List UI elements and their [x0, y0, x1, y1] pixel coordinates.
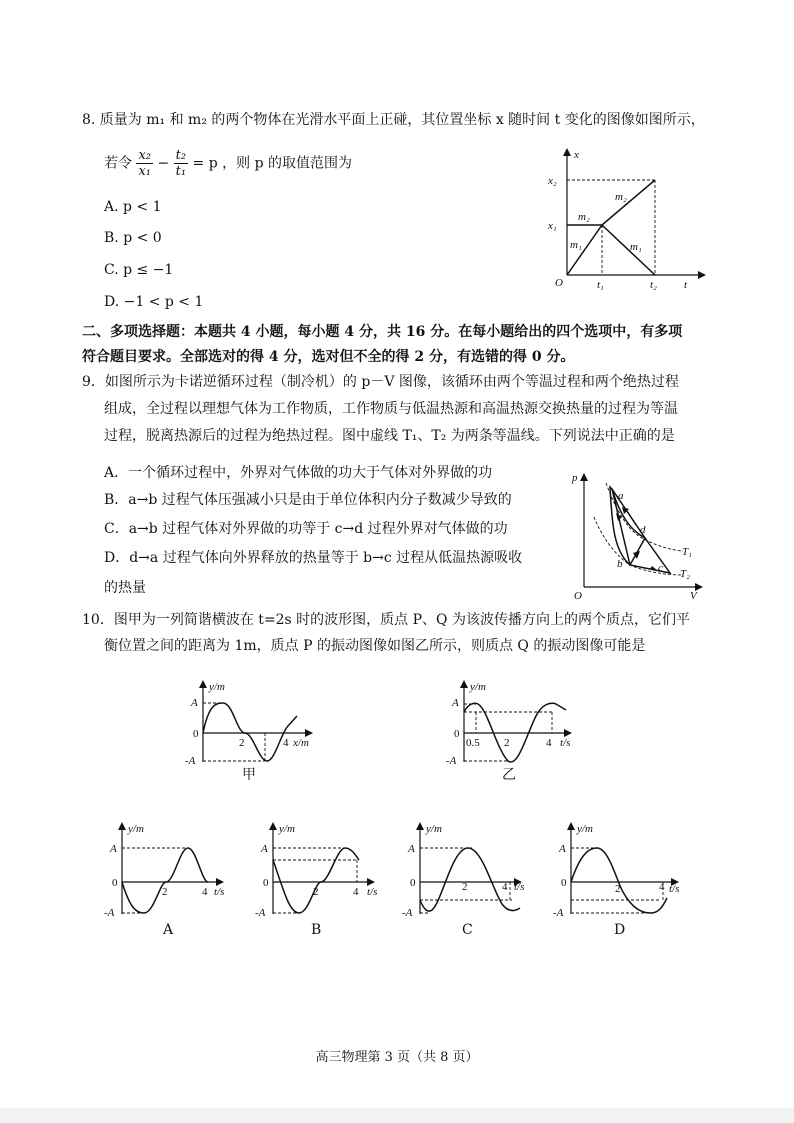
opt-b-ylabel: y/m [279, 823, 295, 835]
q8-xt-graph [540, 140, 710, 290]
jia-A: A [191, 697, 198, 709]
q8-frac-t [174, 148, 188, 179]
jia-ylabel: y/m [209, 681, 225, 693]
yi-caption: 乙 [502, 767, 516, 783]
q8-option-b: B. p < 0 [104, 230, 162, 246]
q8-cond-prefix: 若令 [104, 155, 132, 172]
jia-negA: -A [185, 755, 196, 767]
opt-b-zero: 0 [263, 877, 269, 889]
q8-axis-x-label: x [574, 149, 579, 161]
q9-option-d-cont: 的热量 [104, 580, 146, 596]
opt-b-caption: B [311, 922, 322, 938]
opt-c-tick4: 4 [502, 881, 508, 893]
opt-a-ylabel: y/m [128, 823, 144, 835]
q9-line2: 组成，全过程以理想气体为工作物质，工作物质与低温热源和高温热源交换热量的过程为等温 [104, 401, 678, 417]
q8-stem: 8. 质量为 m₁ 和 m₂ 的两个物体在光滑水平面上正碰，其位置坐标 x 随时间 t 变化的图像如图所示， [82, 112, 705, 128]
q9-line3: 过程，脱离热源后的过程为绝热过程。图中虚线 T₁、T₂ 为两条等温线。下列说法中正确的是 [104, 428, 675, 444]
q9-v-label: V [690, 590, 697, 602]
yi-A: A [452, 697, 459, 709]
q8-m1-left: m₁ [570, 239, 582, 251]
q8-t1-label: t₁ [597, 279, 604, 291]
q9-o-label: O [574, 590, 582, 602]
q8-option-a: A. p < 1 [104, 199, 162, 215]
opt-c-negA: -A [402, 907, 413, 919]
q9-line1: 9．如图所示为卡诺逆循环过程（制冷机）的 p－V 图像，该循环由两个等温过程和两个绝热过程 [82, 374, 679, 390]
q8-frac-t-den: t₁ [175, 164, 187, 179]
q9-t2-label: T₂ [680, 568, 690, 580]
opt-d-ylabel: y/m [577, 823, 593, 835]
q8-minus: − [157, 155, 170, 172]
q9-pv-graph [570, 465, 710, 600]
q8-frac-t-num: t₂ [175, 148, 187, 163]
q9-point-a: a [618, 490, 624, 502]
yi-ylabel: y/m [470, 681, 486, 693]
jia-caption: 甲 [242, 767, 256, 783]
q10-option-c-graph [402, 818, 532, 928]
opt-a-A: A [110, 843, 117, 855]
opt-b-negA: -A [255, 907, 266, 919]
yi-tick2: 2 [504, 737, 510, 749]
q8-cond-suffix: = p ，则 p 的取值范围为 [192, 155, 352, 172]
opt-b-A: A [261, 843, 268, 855]
q8-condition [104, 148, 352, 179]
q8-x1-label: x₁ [548, 220, 557, 232]
q8-frac-x-num: x₂ [138, 148, 151, 163]
opt-a-caption: A [163, 922, 174, 938]
q10-line1: 10．图甲为一列简谐横波在 t=2s 时的波形图，质点 P、Q 为该波传播方向上的两个质点，它们平 [82, 612, 690, 628]
q8-m2-upper: m₂ [615, 191, 627, 203]
q9-option-b: B．a→b 过程气体压强减小只是由于单位体积内分子数减少导致的 [104, 492, 512, 508]
jia-tick4: 4 [283, 737, 289, 749]
opt-d-A: A [559, 843, 566, 855]
opt-a-tick4: 4 [202, 886, 208, 898]
yi-zero: 0 [454, 728, 460, 740]
opt-c-A: A [408, 843, 415, 855]
opt-c-zero: 0 [410, 877, 416, 889]
opt-d-caption: D [614, 922, 626, 938]
yi-tick4: 4 [546, 737, 552, 749]
opt-a-tick2: 2 [162, 886, 168, 898]
yi-negA: -A [446, 755, 457, 767]
opt-c-tick2: 2 [462, 881, 468, 893]
q9-point-c: c [658, 562, 663, 574]
q9-point-d: d [640, 524, 646, 536]
page-footer: 高三物理第 3 页（共 8 页） [315, 1050, 479, 1065]
opt-c-xlabel: t/s [514, 881, 525, 893]
opt-a-xlabel: t/s [214, 886, 225, 898]
jia-xlabel: x/m [293, 737, 309, 749]
q8-frac-x [136, 148, 153, 179]
q10-option-a-graph [104, 818, 234, 928]
q8-option-d: D. −1 < p < 1 [104, 294, 204, 310]
q8-origin: O [555, 277, 563, 289]
opt-c-ylabel: y/m [426, 823, 442, 835]
q8-axis-t-label: t [684, 279, 688, 291]
opt-d-negA: -A [553, 907, 564, 919]
opt-a-negA: -A [104, 907, 115, 919]
yi-tick05: 0.5 [466, 737, 480, 749]
opt-a-zero: 0 [112, 877, 118, 889]
opt-b-xlabel: t/s [367, 886, 378, 898]
q8-option-c: C. p ≤ −1 [104, 262, 174, 278]
jia-tick2: 2 [239, 737, 245, 749]
opt-c-caption: C [462, 922, 473, 938]
q9-p-label: p [572, 472, 578, 484]
q9-option-d: D．d→a 过程气体向外界释放的热量等于 b→c 过程从低温热源吸收 [104, 550, 523, 566]
q8-m1-right: m₁ [630, 241, 642, 253]
q9-t1-label: T₁ [682, 546, 692, 558]
q10-option-d-graph [553, 818, 688, 928]
q8-frac-x-den: x₁ [138, 164, 151, 179]
q9-option-c: C．a→b 过程气体对外界做的功等于 c→d 过程外界对气体做的功 [104, 521, 508, 537]
q8-t2-label: t₂ [650, 279, 657, 291]
opt-d-tick2: 2 [615, 883, 621, 895]
opt-d-tick4: 4 [659, 881, 665, 893]
opt-b-tick2: 2 [313, 886, 319, 898]
section2-line1: 二、多项选择题：本题共 4 小题，每小题 4 分，共 16 分。在每小题给出的四个选项中，有多项 [82, 324, 683, 340]
q9-point-b: b [617, 558, 623, 570]
q10-graph-yi [446, 676, 586, 786]
scan-bottom-band [0, 1108, 794, 1123]
q8-m2-left: m₂ [578, 211, 590, 223]
q8-x2-label: x₂ [548, 175, 557, 187]
section2-line2: 符合题目要求。全部选对的得 4 分，选对但不全的得 2 分，有选错的得 0 分。 [82, 349, 575, 365]
q10-line2: 衡位置之间的距离为 1m，质点 P 的振动图像如图乙所示，则质点 Q 的振动图像可能是 [104, 638, 646, 654]
q10-option-b-graph [255, 818, 385, 928]
opt-d-xlabel: t/s [669, 883, 680, 895]
q9-option-a: A．一个循环过程中，外界对气体做的功大于气体对外界做的功 [104, 465, 493, 481]
yi-xlabel: t/s [560, 737, 571, 749]
opt-b-tick4: 4 [353, 886, 359, 898]
opt-d-zero: 0 [561, 877, 567, 889]
jia-zero: 0 [193, 728, 199, 740]
